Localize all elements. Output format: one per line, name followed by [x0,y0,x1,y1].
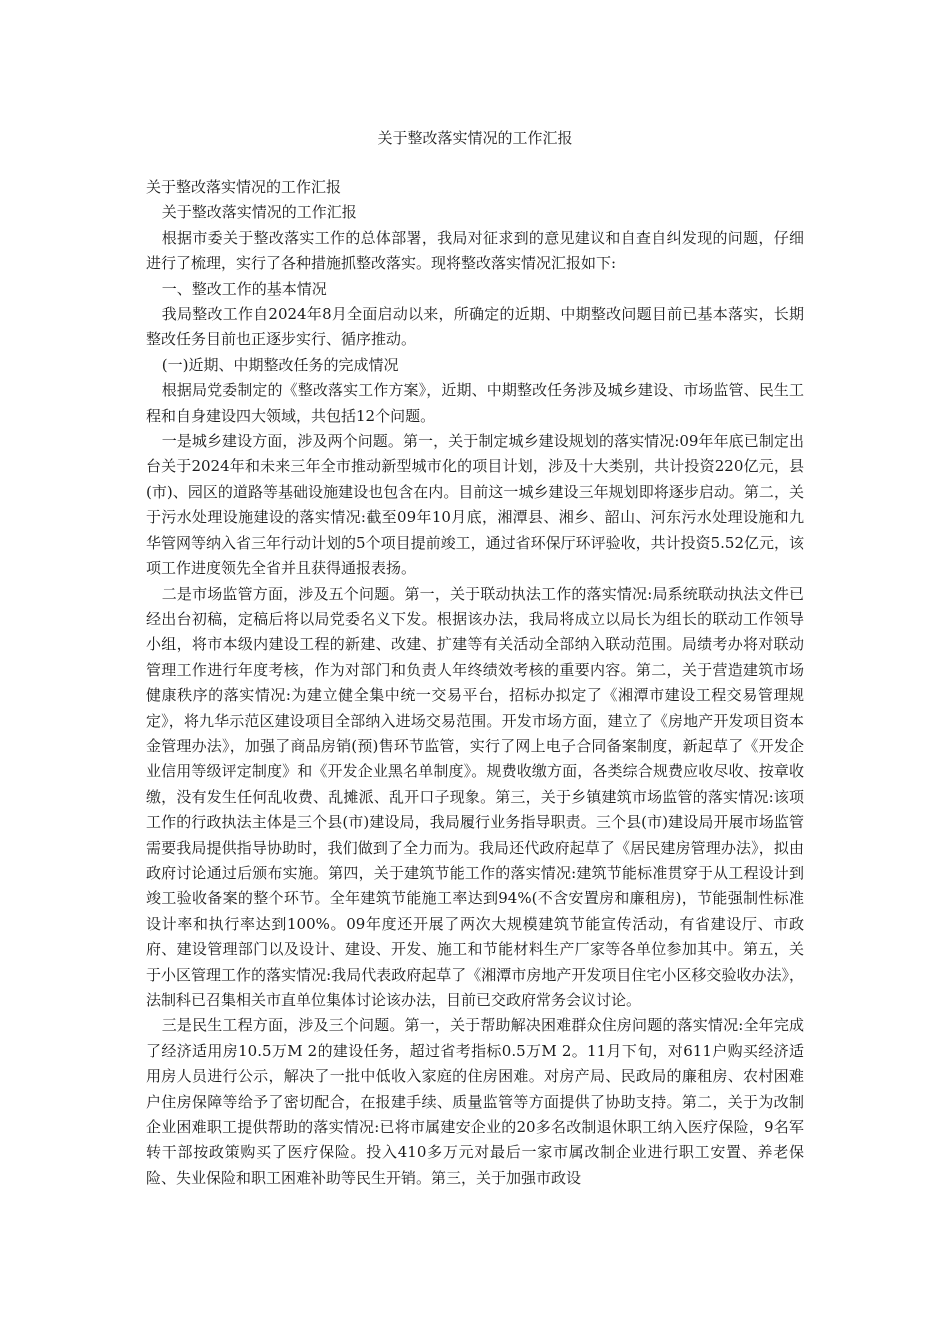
subsection-heading-tasks: (一)近期、中期整改任务的完成情况 [161,355,399,374]
document-body [146,175,804,1191]
paragraph-heading: 关于整改落实情况的工作汇报 [146,178,342,196]
paragraph-market-supervision: 二是市场监管方面，涉及五个问题。第一，关于联动执法工作的落实情况:局系统联动执法文件已经出台初稿，定稿后将以局党委名义下发。根据该办法，我局将成立以局长为组长的联动工作领导小组，将市本级内建设工程的新建、改建、扩建等有关活动全部纳入联动范围。局绩考办将对联动管理工作进行年度考核，作为对部门和负责人年终绩效考核的重要内容。第二，关于营造建筑市场健康秩序的落实情况:为建立健全集中统一交易平台，招标办拟定了《湘潭市建设工程交易管理规定》，将九华示范区建设项目全部纳入进场交易范围。开发市场方面，建立了《房地产开发项目资本金管理办法》，加强了商品房销(预)售环节监管，实行了网上电子合同备案制度，新起草了《开发企业信用等级评定制度》和《开发企业黑名单制度》。规费收缴方面，各类综合规费应收尽收、按章收缴，没有发生任何乱收费、乱摊派、乱开口子现象。第三，关于乡镇建筑市场监管的落实情况:该项工作的行政执法主体是三个县(市)建设局，我局履行业务指导职责。三个县(市)建设局开展市场监管需要我局提供指导协助时，我们做到了全力而为。我局还代政府起草了《居民建房管理办法》，拟由政府讨论通过后颁布实施。第四，关于建筑节能工作的落实情况:建筑节能标准贯穿于从工程设计到竣工验收备案的整个环节。全年建筑节能施工率达到94%(不含安置房和廉租房)，节能强制性标准设计率和执行率达到100%。09年度还开展了两次大规模建筑节能宣传活动，有省建设厅、市政府、建设管理部门以及设计、建设、开发、施工和节能材料生产厂家等各单位参加其中。第五，关于小区管理工作的落实情况:我局代表政府起草了《湘潭市房地产开发项目住宅小区移交验收办法》，法制科已召集相关市直单位集体讨论该办法，目前已交政府常务会议讨论。 [146,584,804,1009]
paragraph-basic-status: 我局整改工作自2024年8月全面启动以来，所确定的近期、中期整改问题目前已基本落实，长期整改任务目前也正逐步实行、循序推动。 [146,305,804,349]
paragraph-urban-construction: 一是城乡建设方面，涉及两个问题。第一，关于制定城乡建设规划的落实情况:09年年底已制定出台关于2024年和未来三年全市推动新型城市化的项目计划，涉及十大类别，共计投资220亿元，县(市)、园区的道路等基础设施建设也包含在内。目前这一城乡建设三年规划即将逐步启动。第二，关于污水处理设施建设的落实情况:截至09年10月底，湘潭县、湘乡、韶山、河东污水处理设施和九华管网等纳入省三年行动计划的5个项目提前竣工，通过省环保厅环评验收，共计投资5.52亿元，该项工作进度领先全省并且获得通报表扬。 [146,432,804,578]
document-title: 关于整改落实情况的工作汇报 [377,129,573,147]
paragraph-subheading: 关于整改落实情况的工作汇报 [161,203,357,222]
section-heading-basic: 一、整改工作的基本情况 [161,279,327,298]
paragraph-tasks-overview: 根据局党委制定的《整改落实工作方案》，近期、中期整改任务涉及城乡建设、市场监管、民生工程和自身建设四大领域，共包括12个问题。 [146,381,804,425]
paragraph-livelihood-projects: 三是民生工程方面，涉及三个问题。第一，关于帮助解决困难群众住房问题的落实情况:全年完成了经济适用房10.5万M 2的建设任务，超过省考指标0.5万M 2。11月下旬，对611户购买经济适用房人员进行公示，解决了一批中低收入家庭的住房困难。对房产局、民政局的廉租房、农村困难户住房保障等给予了密切配合，在报建手续、质量监管等方面提供了协助支持。第二，关于为改制企业困难职工提供帮助的落实情况:已将市属建安企业的20多名改制退休职工纳入医疗保险，9名军转干部按政策购买了医疗保险。投入410多万元对最后一家市属改制企业进行职工安置、养老保险、失业保险和职工困难补助等民生开销。第三，关于加强市政设 [146,1016,804,1187]
paragraph-intro: 根据市委关于整改落实工作的总体部署，我局对征求到的意见建议和自查自纠发现的问题，仔细进行了梳理，实行了各种措施抓整改落实。现将整改落实情况汇报如下: [146,228,804,273]
